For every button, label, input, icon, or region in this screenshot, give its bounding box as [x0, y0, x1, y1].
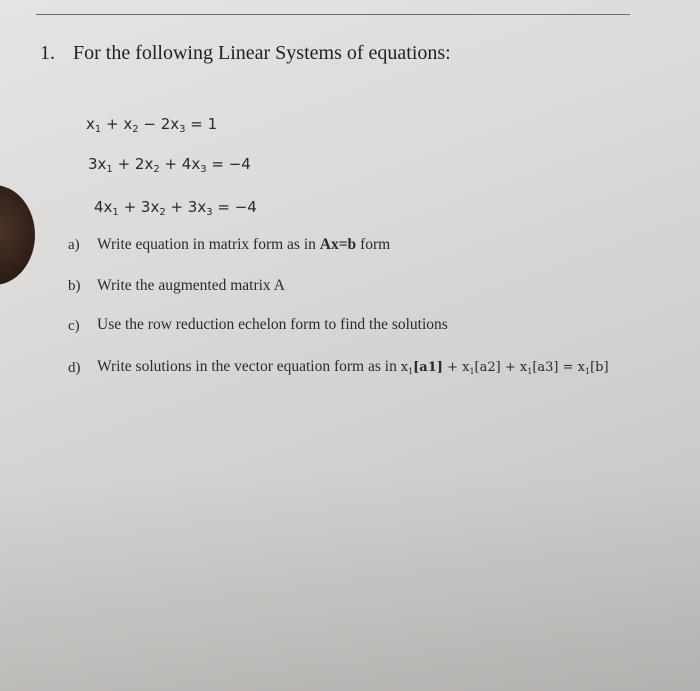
top-rule-line: [36, 14, 630, 15]
vec-term-2-vector: [a2]: [474, 360, 501, 375]
eq1-sub1: 1: [94, 124, 102, 135]
equation-2: [88, 155, 251, 175]
part-a-prefix: Write equation in matrix form as in: [97, 236, 320, 253]
part-a-suffix: form: [356, 236, 391, 253]
vec-term-1-var: x: [400, 360, 409, 375]
eq1-term1: x: [86, 115, 95, 133]
part-a-text: [97, 236, 390, 254]
eq3-sub3: 3: [206, 207, 213, 218]
vec-term-3-op: =: [558, 360, 578, 375]
eq2-term3: + 4x: [159, 155, 201, 173]
eq1-term2: + x: [101, 115, 133, 133]
eq1-sub3: 3: [179, 124, 186, 135]
eq3-term2: + 3x: [118, 198, 160, 216]
eq3-sub1: 1: [112, 207, 119, 218]
part-b-label: b): [68, 278, 81, 294]
vec-term-4-vector: [b]: [590, 360, 609, 375]
vec-term-3-vector: [a3]: [532, 360, 559, 375]
eq1-term3: − 2x: [138, 115, 180, 133]
eq3-term3: + 3x: [165, 198, 207, 216]
vec-term-2-op: +: [500, 360, 520, 375]
eq1-sub2: 2: [132, 124, 139, 135]
vec-term-4-var: x: [577, 360, 586, 375]
part-c-text: Use the row reduction echelon form to find the solutions: [97, 316, 448, 333]
question-number: 1.: [40, 42, 55, 64]
vec-term-4-sub: 1: [585, 367, 591, 376]
eq2-sub3: 3: [200, 164, 207, 175]
part-a-label: a): [68, 237, 80, 253]
paper-shadow: [0, 470, 700, 691]
eq3-rhs: = −4: [212, 198, 257, 216]
part-b-text: Write the augmented matrix A: [97, 277, 285, 294]
vec-term-2-sub: 1: [469, 367, 475, 376]
question-title: For the following Linear Systems of equations:: [73, 42, 451, 64]
vec-term-2-var: x: [462, 360, 470, 375]
vec-term-3-var: x: [519, 360, 528, 375]
part-c-label: c): [68, 318, 80, 334]
part-d-text: [97, 358, 609, 376]
vec-term-3-sub: 1: [527, 367, 533, 376]
eq2-sub2: 2: [153, 164, 160, 175]
part-a-form: Ax=b: [319, 236, 357, 253]
eq2-sub1: 1: [106, 164, 113, 175]
eq2-rhs: = −4: [206, 155, 251, 173]
eq3-term1: 4x: [94, 198, 113, 216]
vec-term-1-vector: [a1]: [413, 360, 443, 375]
eq3-sub2: 2: [159, 207, 166, 218]
eq2-term2: + 2x: [112, 155, 154, 173]
vector-equation: [401, 360, 609, 375]
eq2-term1: 3x: [88, 155, 107, 173]
equation-1: [86, 115, 217, 135]
eq1-rhs: = 1: [185, 115, 218, 133]
vec-term-1-op: +: [442, 360, 463, 375]
equation-3: [94, 198, 257, 218]
part-d-prefix: Write solutions in the vector equation form as in: [97, 358, 401, 375]
part-d-label: d): [68, 360, 81, 376]
vec-term-1-sub: 1: [408, 367, 414, 376]
